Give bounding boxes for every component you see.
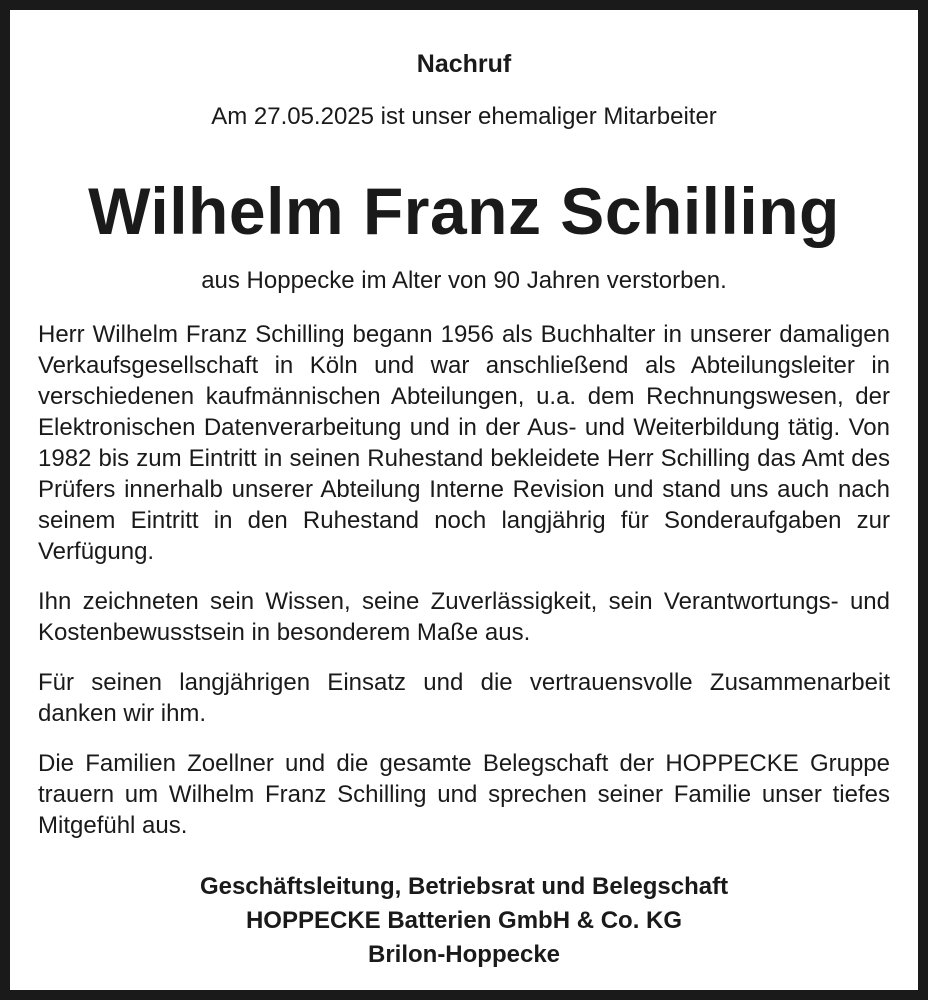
signature-block [38, 870, 890, 972]
signature-line-location: Brilon-Hoppecke [367, 941, 561, 968]
paragraph-thanks: Für seinen langjährigen Einsatz und die vertrauensvolle Zusammenarbeit danken wir ihm. [38, 669, 890, 727]
obituary-content [38, 10, 890, 990]
deceased-name: Wilhelm Franz Schilling [88, 174, 840, 248]
paragraph-qualities: Ihn zeichneten sein Wissen, seine Zuverlässigkeit, sein Verantwortungs- und Kostenbewusstsein in besonderem Maße aus. [38, 588, 890, 646]
age-line: aus Hoppecke im Alter von 90 Jahren verstorben. [201, 267, 727, 294]
notice-heading: Nachruf [416, 50, 512, 78]
obituary-body [38, 319, 890, 860]
paragraph-career: Herr Wilhelm Franz Schilling begann 1956 als Buchhalter in unserer damaligen Verkaufsgesellschaft in Köln und war anschließend als Abteilungsleiter in verschiedenen kaufmännischen Abteilungen, u.a. dem Rechnungswesen, der Elektronischen Datenverarbeitung und in der Aus- und Weiterbildung tätig. Von 1982 bis zum Eintritt in seinen Ruhestand bekleidete Herr Schilling das Amt des Prüfers innerhalb unserer Abteilung Interne Revision und stand uns auch nach seinem Eintritt in den Ruhestand noch langjährig für Sonderaufgaben zur Verfügung. [38, 321, 890, 565]
signature-line-management: Geschäftsleitung, Betriebsrat und Belegschaft [199, 873, 729, 900]
paragraph-condolences: Die Familien Zoellner und die gesamte Belegschaft der HOPPECKE Gruppe trauern um Wilhelm Franz Schilling und sprechen seiner Familie unser tiefes Mitgefühl aus. [38, 750, 890, 839]
intro-line: Am 27.05.2025 ist unser ehemaliger Mitarbeiter [211, 103, 717, 130]
signature-line-company: HOPPECKE Batterien GmbH & Co. KG [245, 907, 683, 934]
